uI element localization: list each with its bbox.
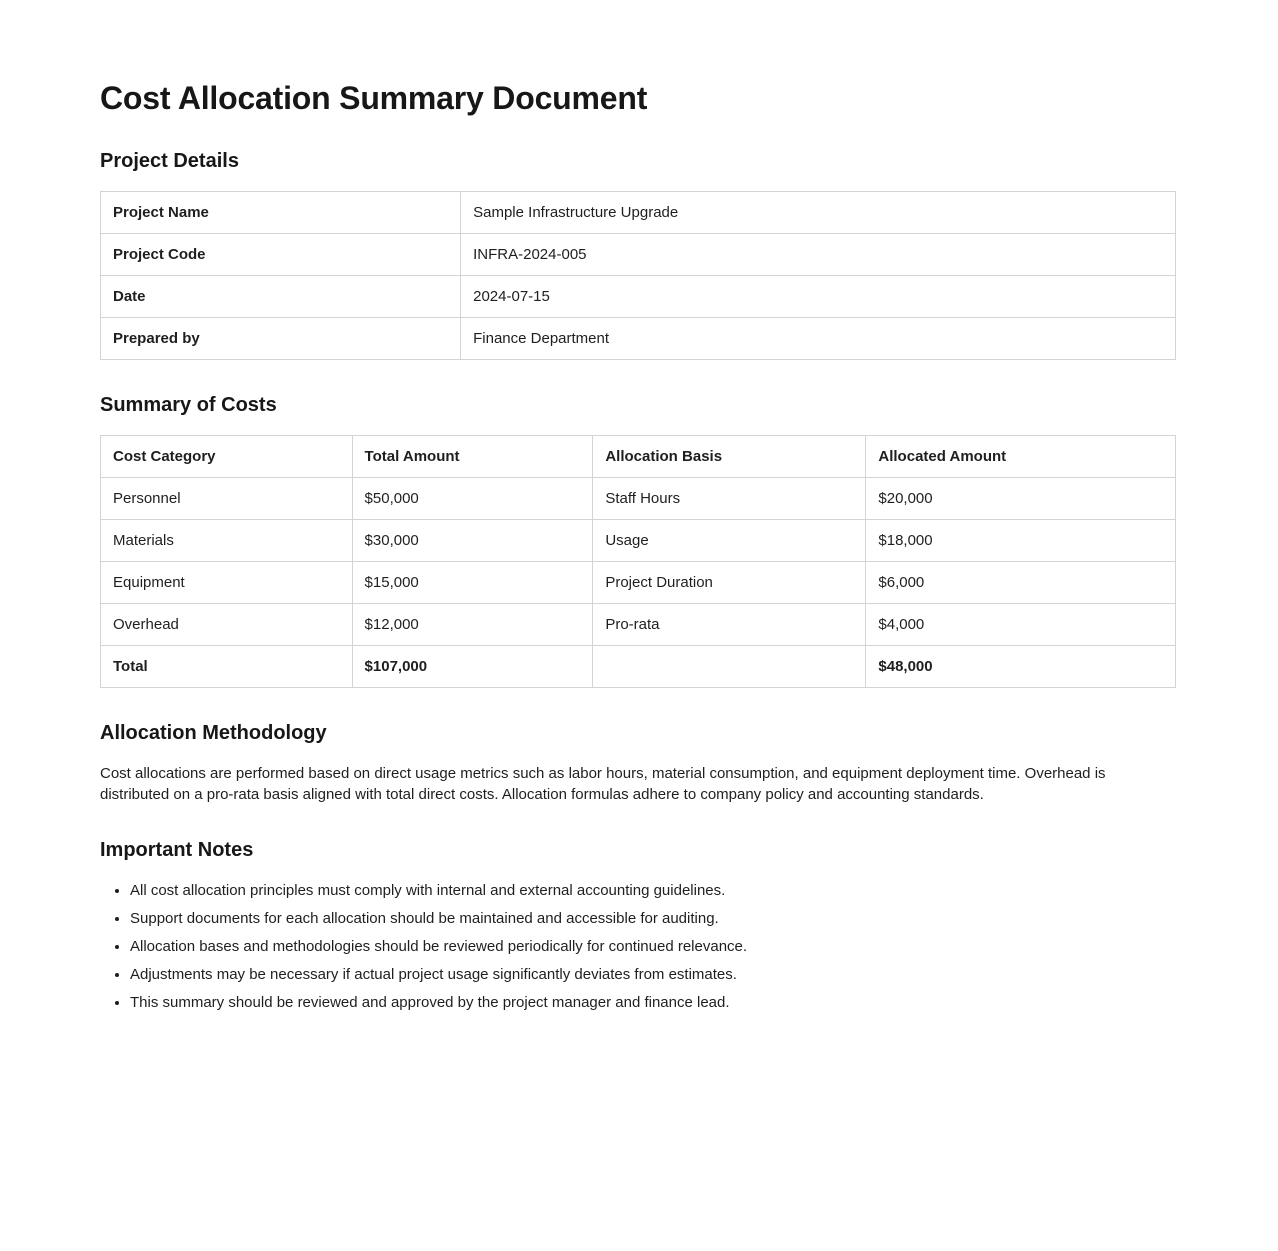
- column-header-cost-category: Cost Category: [101, 436, 353, 478]
- cell-cost-category: Materials: [101, 520, 353, 562]
- detail-value: 2024-07-15: [461, 276, 1176, 318]
- note-item: • Allocation bases and methodologies should be reviewed periodically for continued relevance.: [130, 936, 1176, 957]
- detail-label: Date: [101, 276, 461, 318]
- detail-value: INFRA-2024-005: [461, 234, 1176, 276]
- cell-allocation-basis: Pro-rata: [593, 604, 866, 646]
- section-heading-project-details: Project Details: [100, 150, 239, 172]
- document-content: [100, 0, 1176, 1013]
- cell-total-amount: $15,000: [352, 562, 593, 604]
- table-row: [101, 604, 1176, 646]
- detail-value: Sample Infrastructure Upgrade: [461, 192, 1176, 234]
- cell-cost-category: Overhead: [101, 604, 353, 646]
- table-row: [101, 192, 1176, 234]
- table-row: [101, 234, 1176, 276]
- note-item: • All cost allocation principles must comply with internal and external accounting guidelines.: [130, 880, 1176, 901]
- table-row: [101, 520, 1176, 562]
- table-row: [101, 318, 1176, 360]
- note-item: • This summary should be reviewed and approved by the project manager and finance lead.: [130, 992, 1176, 1013]
- table-total-row: [101, 646, 1176, 688]
- cell-allocated-amount: $4,000: [866, 604, 1176, 646]
- cell-cost-category: Equipment: [101, 562, 353, 604]
- detail-label: Project Name: [101, 192, 461, 234]
- section-heading-summary-of-costs: Summary of Costs: [100, 394, 277, 416]
- column-header-total-amount: Total Amount: [352, 436, 593, 478]
- table-row: [101, 478, 1176, 520]
- cell-allocation-basis: Project Duration: [593, 562, 866, 604]
- cell-total-amount: $107,000: [352, 646, 593, 688]
- column-header-allocation-basis: Allocation Basis: [593, 436, 866, 478]
- detail-label: Prepared by: [101, 318, 461, 360]
- cell-empty: [593, 646, 866, 688]
- section-heading-important-notes: Important Notes: [100, 839, 254, 861]
- cell-total-amount: $12,000: [352, 604, 593, 646]
- page-title: Cost Allocation Summary Document: [100, 80, 648, 116]
- cell-allocated-amount: $20,000: [866, 478, 1176, 520]
- cell-total-allocated: $48,000: [866, 646, 1176, 688]
- allocation-methodology-paragraph: Cost allocations are performed based on direct usage metrics such as labor hours, material consumption, and equipment deployment time. Overhead is distributed on a pro-rata basis aligned with total direct costs. Allocation formulas adhere to company policy and accounting standards.: [100, 765, 1106, 803]
- table-header-row: [101, 436, 1176, 478]
- note-item: • Adjustments may be necessary if actual project usage significantly deviates from estimates.: [130, 964, 1176, 985]
- cell-allocation-basis: Usage: [593, 520, 866, 562]
- cell-allocated-amount: $6,000: [866, 562, 1176, 604]
- cell-cost-category: Personnel: [101, 478, 353, 520]
- table-row: [101, 276, 1176, 318]
- note-item: • Support documents for each allocation should be maintained and accessible for auditing.: [130, 908, 1176, 929]
- column-header-allocated-amount: Allocated Amount: [866, 436, 1176, 478]
- project-details-table: [100, 191, 1176, 360]
- detail-value: Finance Department: [461, 318, 1176, 360]
- detail-label: Project Code: [101, 234, 461, 276]
- table-row: [101, 562, 1176, 604]
- important-notes-list: [108, 880, 1176, 1013]
- cell-allocation-basis: Staff Hours: [593, 478, 866, 520]
- section-heading-allocation-methodology: Allocation Methodology: [100, 722, 327, 744]
- cell-total-label: Total: [101, 646, 353, 688]
- cell-allocated-amount: $18,000: [866, 520, 1176, 562]
- cell-total-amount: $50,000: [352, 478, 593, 520]
- summary-of-costs-table: [100, 435, 1176, 688]
- cell-total-amount: $30,000: [352, 520, 593, 562]
